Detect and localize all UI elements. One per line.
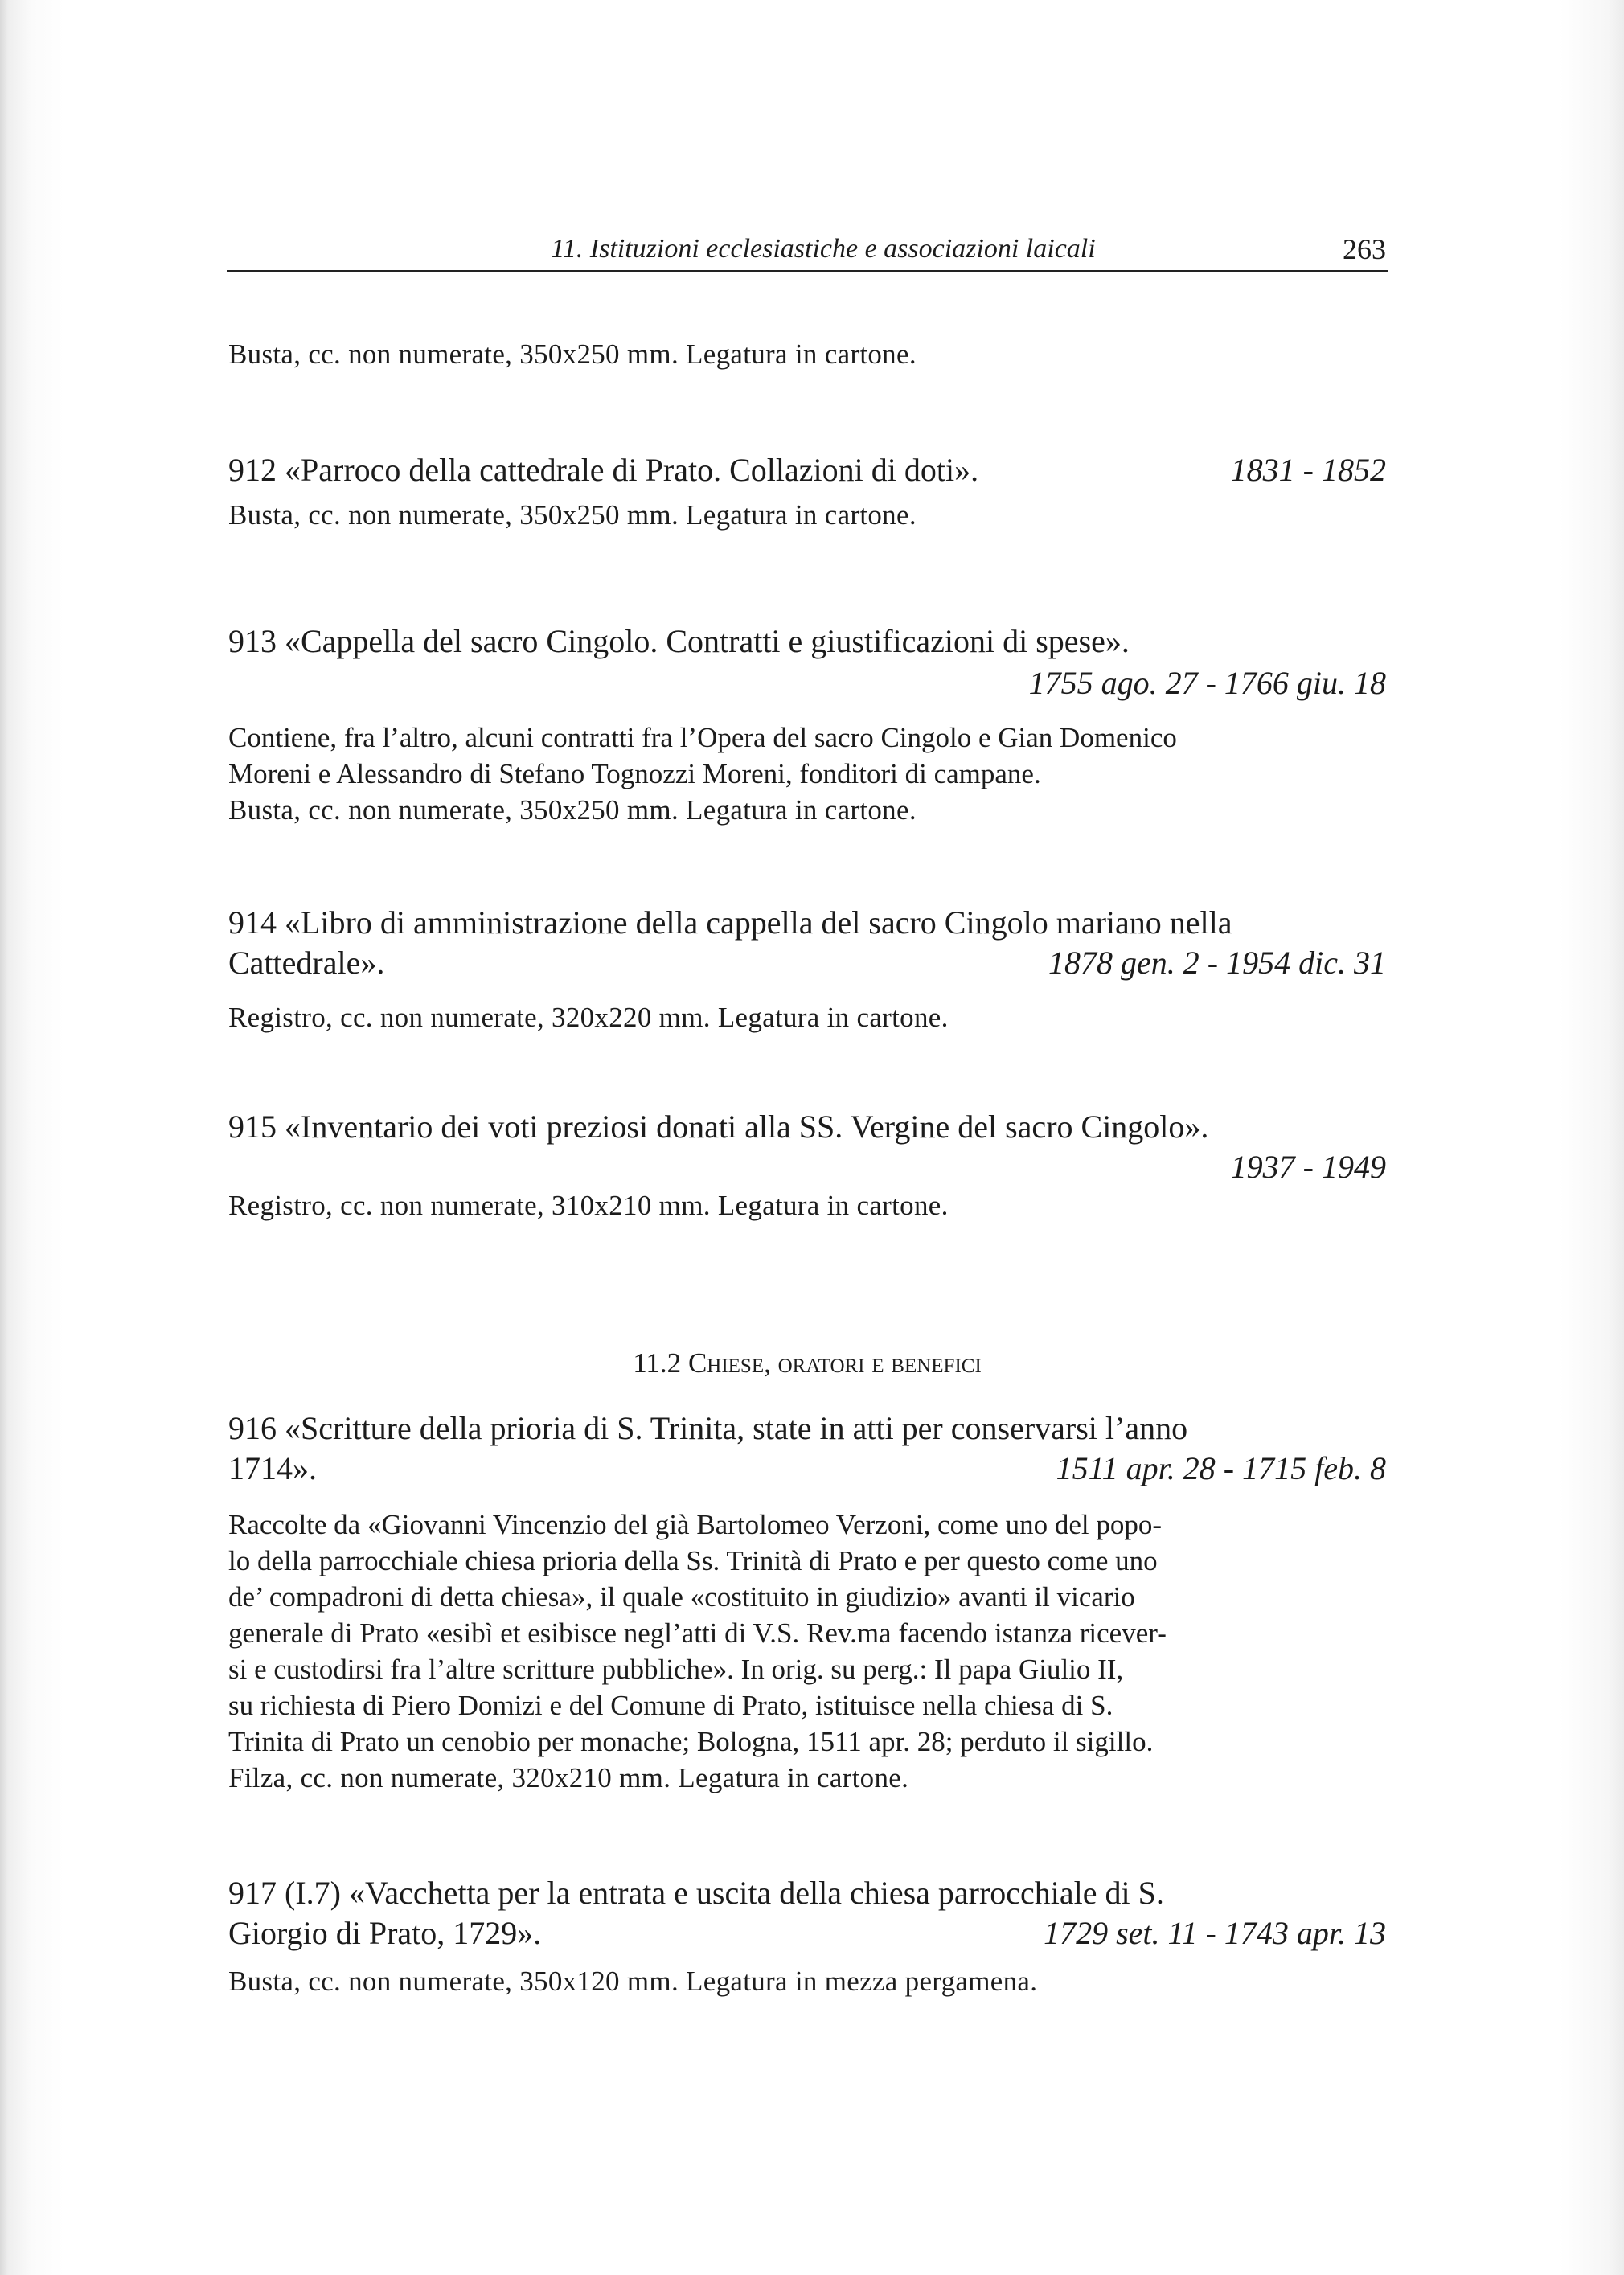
description-line: su richiesta di Piero Domizi e del Comune di Prato, istituisce nella chiesa di S. [228, 1690, 1113, 1721]
entry-title: 912 «Parroco della cattedrale di Prato. Collazioni di doti». [228, 452, 979, 488]
section-heading [228, 1346, 1386, 1381]
description-line: Contiene, fra l’altro, alcuni contratti fra l’Opera del sacro Cingolo e Gian Domenico [228, 722, 1177, 753]
entry-heading [228, 1449, 1386, 1489]
entry-date: 1878 gen. 2 - 1954 dic. 31 [1048, 945, 1386, 981]
running-header [227, 232, 1388, 272]
description-line: si e custodirsi fra l’altre scritture pubbliche». In orig. su perg.: Il papa Giulio II, [228, 1654, 1124, 1685]
page-number: 263 [1343, 233, 1386, 265]
entry-description [228, 719, 1386, 792]
continued-entry [228, 336, 1386, 372]
entry-date: 1831 - 1852 [1230, 452, 1386, 488]
chapter-title: 11. Istituzioni ecclesiastiche e associazioni laicali [551, 234, 1096, 264]
description-line: de’ compadroni di detta chiesa», il quale «costituito in giudizio» avanti il vicario [228, 1581, 1135, 1613]
physical-description: Busta, cc. non numerate, 350x250 mm. Legatura in cartone. [228, 499, 917, 531]
entry-title-line: 916 «Scritture della prioria di S. Trinita, state in atti per conservarsi l’anno [228, 1410, 1188, 1446]
description-line: Raccolte da «Giovanni Vincenzio del già Bartolomeo Verzoni, come uno del popo- [228, 1509, 1162, 1540]
entry-title-line: Giorgio di Prato, 1729». [228, 1915, 542, 1951]
entry-915 [228, 1107, 1386, 1224]
entry-title-line: 917 (I.7) «Vacchetta per la entrata e uscita della chiesa parrocchiale di S. [228, 1875, 1164, 1911]
physical-description: Registro, cc. non numerate, 320x220 mm. Legatura in cartone. [228, 1002, 949, 1033]
entry-description [228, 1506, 1386, 1760]
entry-title: 915 «Inventario dei voti preziosi donati alla SS. Vergine del sacro Cingolo». [228, 1109, 1209, 1145]
description-line: Moreni e Alessandro di Stefano Tognozzi Moreni, fonditori di campane. [228, 758, 1041, 789]
entry-title-line: 1714». [228, 1450, 317, 1486]
entry-title-line: 914 «Libro di amministrazione della cappella del sacro Cingolo mariano nella [228, 904, 1232, 941]
entry-heading [228, 943, 1386, 983]
section-number: 11.2 [633, 1347, 682, 1379]
physical-description: Busta, cc. non numerate, 350x250 mm. Legatura in cartone. [228, 338, 917, 370]
entry-916 [228, 1408, 1386, 1796]
description-line: generale di Prato «esibì et esibisce negl’atti di V.S. Rev.ma facendo istanza ricever- [228, 1617, 1167, 1649]
entry-heading [228, 450, 1386, 490]
entry-912 [228, 450, 1386, 533]
physical-description: Busta, cc. non numerate, 350x120 mm. Legatura in mezza pergamena. [228, 1966, 1038, 1997]
description-line: Trinita di Prato un cenobio per monache; Bologna, 1511 apr. 28; perduto il sigillo. [228, 1726, 1154, 1757]
entry-title: 913 «Cappella del sacro Cingolo. Contratti e giustificazioni di spese». [228, 623, 1130, 659]
entry-title-line: Cattedrale». [228, 945, 385, 981]
entry-913 [228, 621, 1386, 828]
entry-917 [228, 1873, 1386, 1999]
entry-date: 1937 - 1949 [1230, 1149, 1386, 1185]
physical-description: Busta, cc. non numerate, 350x250 mm. Legatura in cartone. [228, 794, 917, 826]
entry-date: 1511 apr. 28 - 1715 feb. 8 [1056, 1450, 1386, 1486]
description-line: lo della parrocchiale chiesa prioria della Ss. Trinità di Prato e per questo come uno [228, 1545, 1158, 1576]
entry-date: 1729 set. 11 - 1743 apr. 13 [1044, 1915, 1386, 1951]
entry-date: 1755 ago. 27 - 1766 giu. 18 [1028, 665, 1386, 701]
entry-914 [228, 903, 1386, 1035]
entry-heading [228, 1913, 1386, 1953]
physical-description: Filza, cc. non numerate, 320x210 mm. Legatura in cartone. [228, 1762, 909, 1793]
section-title: Chiese, oratori e benefici [687, 1347, 982, 1379]
physical-description: Registro, cc. non numerate, 310x210 mm. Legatura in cartone. [228, 1190, 949, 1221]
